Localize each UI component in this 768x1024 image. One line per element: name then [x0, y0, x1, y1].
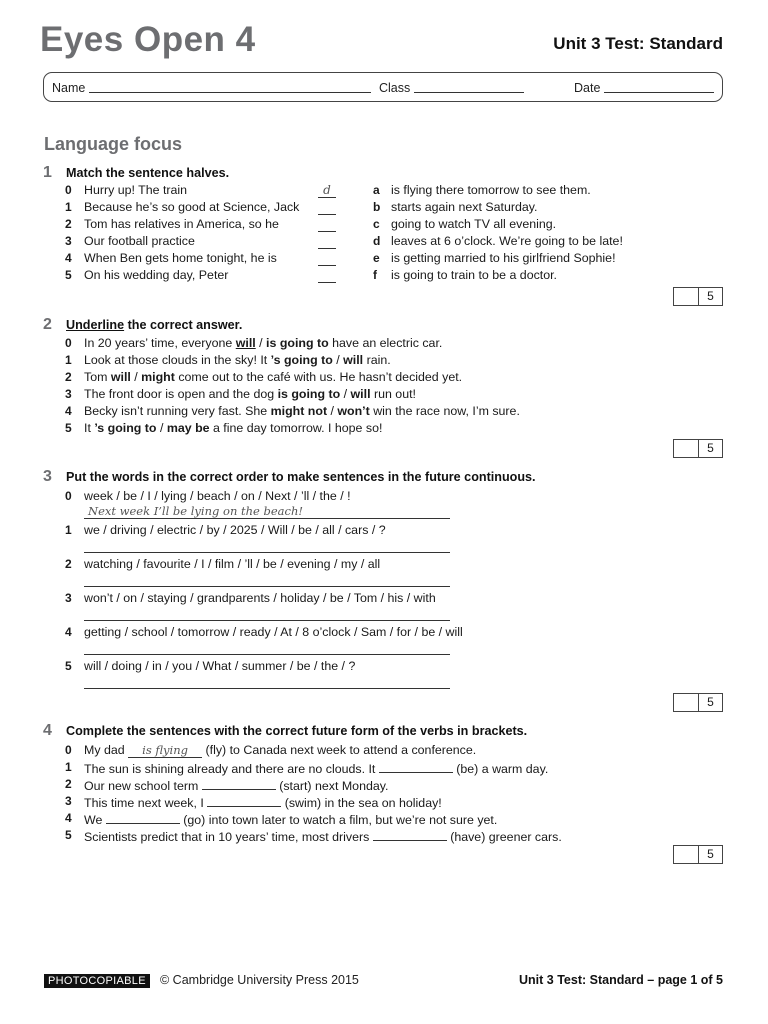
sentence-end: a fine day tomorrow. I hope so!: [209, 421, 383, 435]
item-number: 3: [65, 234, 72, 248]
sentence-start: Tom: [84, 370, 111, 384]
option-1[interactable]: ’s going to: [270, 353, 333, 367]
exercise-2-instruction: [66, 318, 242, 332]
sentence-start: It: [84, 421, 95, 435]
answer-blank[interactable]: [318, 251, 336, 266]
item-number: 3: [65, 794, 72, 808]
match-item: [0, 251, 768, 267]
item-number: 4: [65, 625, 72, 639]
option-1[interactable]: will: [235, 336, 256, 350]
sentence-end: starts again next Saturday.: [391, 200, 538, 214]
option-2[interactable]: won’t: [337, 404, 370, 418]
word-list: will / doing / in / you / What / summer / be / the / ?: [84, 659, 356, 673]
exercise-4-number: 4: [43, 722, 52, 739]
exercise-3-score-box: [673, 693, 723, 712]
sentence-start: Look at those clouds in the sky! It: [84, 353, 271, 367]
item-number: 0: [65, 336, 72, 350]
match-item: [0, 234, 768, 250]
book-title: Eyes Open 4: [40, 20, 256, 59]
answer-line[interactable]: [84, 620, 450, 621]
option-1[interactable]: ’s going to: [94, 421, 157, 435]
score-entry[interactable]: [674, 440, 699, 457]
item-number: 0: [65, 183, 72, 197]
answer-gap[interactable]: [202, 777, 276, 790]
option-2[interactable]: will: [343, 353, 364, 367]
exercise-3-number: 3: [43, 468, 52, 485]
option-separator: /: [130, 370, 142, 384]
sentence-end: (have) greener cars.: [446, 830, 562, 844]
item-number: 2: [65, 370, 72, 384]
sentence-start: Becky isn’t running very fast. She: [84, 404, 271, 418]
score-entry[interactable]: [674, 288, 699, 305]
class-field[interactable]: [379, 81, 524, 95]
sentence-end: rain.: [363, 353, 391, 367]
option-separator: /: [340, 387, 351, 401]
class-line: [414, 81, 524, 93]
instruction-underline-word: Underline: [66, 318, 125, 332]
sentence-end: come out to the café with us. He hasn’t decided yet.: [174, 370, 463, 384]
exercise-1-number: 1: [43, 164, 52, 181]
item-number: 5: [65, 828, 72, 842]
item-number: 5: [65, 268, 72, 282]
sentence-start: Our football practice: [84, 234, 195, 248]
sentence-start: Because he’s so good at Science, Jack: [84, 200, 300, 214]
word-list: we / driving / electric / by / 2025 / Will / be / all / cars / ?: [84, 523, 386, 537]
item-number: 4: [65, 404, 72, 418]
sentence-end: is getting married to his girlfriend Sophie!: [391, 251, 616, 265]
option-2[interactable]: might: [141, 370, 175, 384]
sentence-start: The sun is shining already and there are no clouds. It: [84, 762, 379, 776]
sentence-start: The front door is open and the dog: [84, 387, 278, 401]
name-label: Name: [52, 81, 86, 95]
sentence-start: My dad: [84, 743, 129, 757]
item-number: 3: [65, 387, 72, 401]
item-number: 2: [65, 557, 72, 571]
score-entry[interactable]: [674, 694, 699, 711]
exercise-1-instruction: Match the sentence halves.: [66, 166, 230, 180]
score-entry[interactable]: [674, 846, 699, 863]
option-separator: /: [332, 353, 344, 367]
item-number: 2: [65, 777, 72, 791]
option-2[interactable]: will: [350, 387, 371, 401]
option-letter: f: [373, 268, 377, 282]
sentence-end: (be) a warm day.: [452, 762, 549, 776]
sentence-end: win the race now, I’m sure.: [369, 404, 520, 418]
answer-gap[interactable]: is flying: [128, 745, 202, 758]
name-field[interactable]: [52, 81, 371, 95]
match-item: [0, 183, 768, 199]
photocopiable-badge: PHOTOCOPIABLE: [44, 974, 150, 988]
item-number: 4: [65, 251, 72, 265]
score-total: 5: [707, 289, 714, 303]
date-line: [604, 81, 714, 93]
name-line: [89, 81, 371, 93]
item-number: 3: [65, 591, 72, 605]
answer-gap[interactable]: [373, 828, 447, 841]
exercise-2-score-box: [673, 439, 723, 458]
sentence: [84, 760, 548, 776]
copyright-text: © Cambridge University Press 2015: [160, 973, 359, 987]
sentence-end: (go) into town later to watch a film, but we’re not sure yet.: [179, 813, 498, 827]
sentence-end: leaves at 6 o’clock. We’re going to be late!: [391, 234, 623, 248]
match-item: [0, 268, 768, 284]
sentence-end: (start) next Monday.: [275, 779, 389, 793]
exercise-3-instruction: Put the words in the correct order to make sentences in the future continuous.: [66, 470, 536, 484]
sentence-start: When Ben gets home tonight, he is: [84, 251, 277, 265]
answer-blank[interactable]: d: [318, 183, 336, 198]
example-answer: Next week I’ll be lying on the beach!: [88, 504, 303, 518]
sentence: [84, 743, 476, 758]
sentence: [84, 336, 442, 350]
word-list: watching / favourite / I / film / ’ll / be / evening / my / all: [84, 557, 381, 571]
item-number: 4: [65, 811, 72, 825]
sentence-end: run out!: [370, 387, 416, 401]
option-separator: /: [156, 421, 167, 435]
answer-blank[interactable]: [318, 268, 336, 283]
answer-gap[interactable]: [379, 760, 453, 773]
exercise-2-number: 2: [43, 316, 52, 333]
answer-line[interactable]: [84, 654, 450, 655]
sentence-end: (fly) to Canada next week to attend a conference.: [202, 743, 477, 757]
answer-blank[interactable]: [318, 200, 336, 215]
sentence-start: Our new school term: [84, 779, 202, 793]
match-item: [0, 200, 768, 216]
date-field[interactable]: [574, 81, 714, 95]
option-2[interactable]: may be: [166, 421, 210, 435]
exercise-4-instruction: Complete the sentences with the correct future form of the verbs in brackets.: [66, 724, 528, 738]
option-letter: d: [373, 234, 381, 248]
page-number: Unit 3 Test: Standard – page 1 of 5: [519, 973, 723, 987]
sentence-start: On his wedding day, Peter: [84, 268, 229, 282]
item-number: 5: [65, 421, 72, 435]
answer-line[interactable]: [84, 688, 450, 689]
word-list: won’t / on / staying / grandparents / holiday / be / Tom / his / with: [84, 591, 436, 605]
sentence-start: Scientists predict that in 10 years’ time, most drivers: [84, 830, 373, 844]
answer-gap[interactable]: [207, 794, 281, 807]
date-label: Date: [574, 81, 601, 95]
option-1[interactable]: is going to: [277, 387, 341, 401]
option-separator: /: [255, 336, 267, 350]
sentence: [84, 387, 416, 401]
sentence-end: going to watch TV all evening.: [391, 217, 557, 231]
option-letter: e: [373, 251, 380, 265]
class-label: Class: [379, 81, 411, 95]
option-1[interactable]: will: [110, 370, 131, 384]
sentence-end: (swim) in the sea on holiday!: [281, 796, 442, 810]
match-item: [0, 217, 768, 233]
section-title: Language focus: [44, 134, 183, 154]
answer-blank[interactable]: [318, 234, 336, 249]
sentence: [84, 404, 520, 418]
option-separator: /: [327, 404, 338, 418]
word-list: getting / school / tomorrow / ready / At / 8 o’clock / Sam / for / be / will: [84, 625, 463, 639]
answer-gap[interactable]: [106, 811, 180, 824]
answer-blank[interactable]: [318, 217, 336, 232]
option-letter: a: [373, 183, 380, 197]
test-title: Unit 3 Test: Standard: [553, 34, 723, 53]
item-number: 1: [65, 200, 72, 214]
item-number: 1: [65, 760, 72, 774]
sentence-start: Tom has relatives in America, so he: [84, 217, 279, 231]
sentence-start: Hurry up! The train: [84, 183, 188, 197]
item-number: 1: [65, 353, 72, 367]
item-number: 2: [65, 217, 72, 231]
sentence: [84, 794, 442, 810]
sentence: [84, 370, 462, 384]
sentence: [84, 353, 391, 367]
option-letter: c: [373, 217, 380, 231]
option-letter: b: [373, 200, 381, 214]
student-info-box: [43, 72, 723, 102]
answer-line[interactable]: [84, 518, 450, 519]
sentence-end: have an electric car.: [328, 336, 443, 350]
sentence-end: is going to train to be a doctor.: [391, 268, 558, 282]
word-list: week / be / I / lying / beach / on / Next / ’ll / the / !: [84, 489, 351, 503]
score-total: 5: [707, 695, 714, 709]
answer-line[interactable]: [84, 586, 450, 587]
item-number: 1: [65, 523, 72, 537]
instruction-rest: the correct answer.: [124, 318, 243, 332]
sentence-end: is flying there tomorrow to see them.: [391, 183, 591, 197]
sentence-start: This time next week, I: [84, 796, 208, 810]
sentence-start: We: [84, 813, 106, 827]
score-total: 5: [707, 847, 714, 861]
sentence-start: In 20 years’ time, everyone: [84, 336, 236, 350]
item-number: 5: [65, 659, 72, 673]
sentence: [84, 421, 382, 435]
item-number: 0: [65, 489, 72, 503]
sentence: [84, 828, 562, 844]
answer-line[interactable]: [84, 552, 450, 553]
option-2[interactable]: is going to: [266, 336, 329, 350]
option-1[interactable]: might not: [270, 404, 328, 418]
score-total: 5: [707, 441, 714, 455]
exercise-1-score-box: [673, 287, 723, 306]
item-number: 0: [65, 743, 72, 757]
sentence: [84, 811, 497, 827]
exercise-4-score-box: [673, 845, 723, 864]
sentence: [84, 777, 388, 793]
